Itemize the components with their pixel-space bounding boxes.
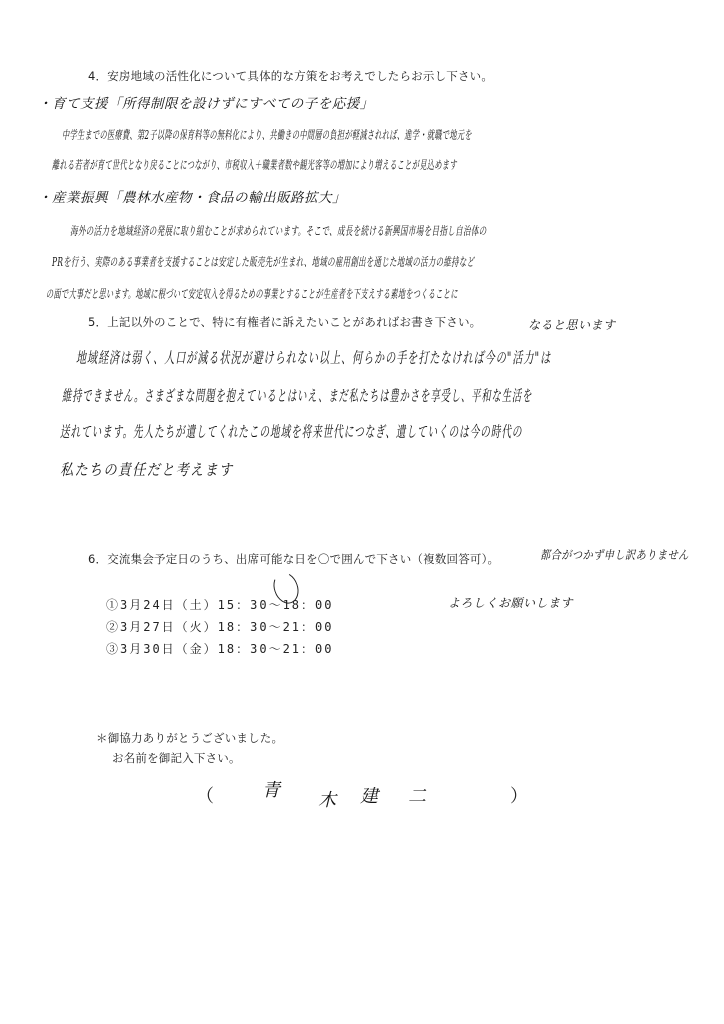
q5-heading: 5．上記以外のことで、特に有権者に訴えたいことがあればお書き下さい。 <box>88 315 482 329</box>
thanks-text: ＊御協力ありがとうございました。 <box>96 731 284 745</box>
q6-heading: 6．交流集会予定日のうち、出席可能な日を〇で囲んで下さい（複数回答可）。 <box>88 552 500 566</box>
name-paren-open: （ <box>196 786 214 807</box>
name-paren-close: ） <box>510 786 528 807</box>
q4-item2-line2: PRを行う、実際のある事業者を支援することは安定した販売先が生まれ、地域の雇用創出を通じた地域の活力の維持など <box>52 255 475 269</box>
q6-note-line1: 都合がつかず申し訳ありません <box>540 548 689 562</box>
q6-date-option-3: ③3月30日（金）18：30～21：00 <box>106 642 334 656</box>
q5-line2: 維持できません。さまざまな問題を抱えているとはいえ、まだ私たちは豊かさを享受し、平和な生活を <box>62 387 533 405</box>
q4-item1-line2: 離れる若者が育て世代となり戻ることにつながり、市税収入＋職業者数や観光客等の増加により増えることが見込めます <box>52 158 457 172</box>
q5-line3: 送れています。先人たちが遺してくれたこの地域を将来世代につなぎ、遺していくのは今の時代の <box>60 423 523 441</box>
q5-line4: 私たちの責任だと考えます <box>60 461 234 479</box>
q6-date-option-1: ①3月24日（土）15：30～18：00 <box>106 598 334 612</box>
q6-date-option-2: ②3月27日（火）18：30～21：00 <box>106 620 334 634</box>
q5-trailing-text: なると思います <box>528 318 616 332</box>
q6-note-line2: よろしくお願いします <box>448 596 574 610</box>
q4-item2-line1: 海外の活力を地域経済の発展に取り組むことが求められています。そこで、成長を続ける新興国市場を目指し自治体の <box>70 224 487 238</box>
q5-line1: 地域経済は弱く、人口が減る状況が避けられない以上、何らかの手を打たなければ今の"活力"は <box>76 349 552 367</box>
q4-item1-line1: 中学生までの医療費、第2子以降の保育料等の無料化により、共働きの中間層の負担が軽減されれば、進学・就職で地元を <box>62 128 472 142</box>
name-char-3: 建 <box>360 786 378 807</box>
name-char-4: 二 <box>408 786 426 807</box>
q4-item1-title: ・育て支援「所得制限を設けずにすべての子を応援」 <box>38 96 374 112</box>
q4-item2-line3: の面で大事だと思います。地域に根づいて安定収入を得るための事業とすることが生産者を下支えする素地をつくることに <box>46 287 458 301</box>
name-char-2: 木 <box>318 790 336 811</box>
q4-item2-title: ・産業振興「農林水産物・食品の輸出販路拡大」 <box>38 190 346 206</box>
name-prompt: お名前を御記入下さい。 <box>112 751 241 765</box>
q4-heading: 4．安房地域の活性化について具体的な方策をお考えでしたらお示し下さい。 <box>88 69 494 83</box>
name-char-1: 青 <box>262 780 280 801</box>
